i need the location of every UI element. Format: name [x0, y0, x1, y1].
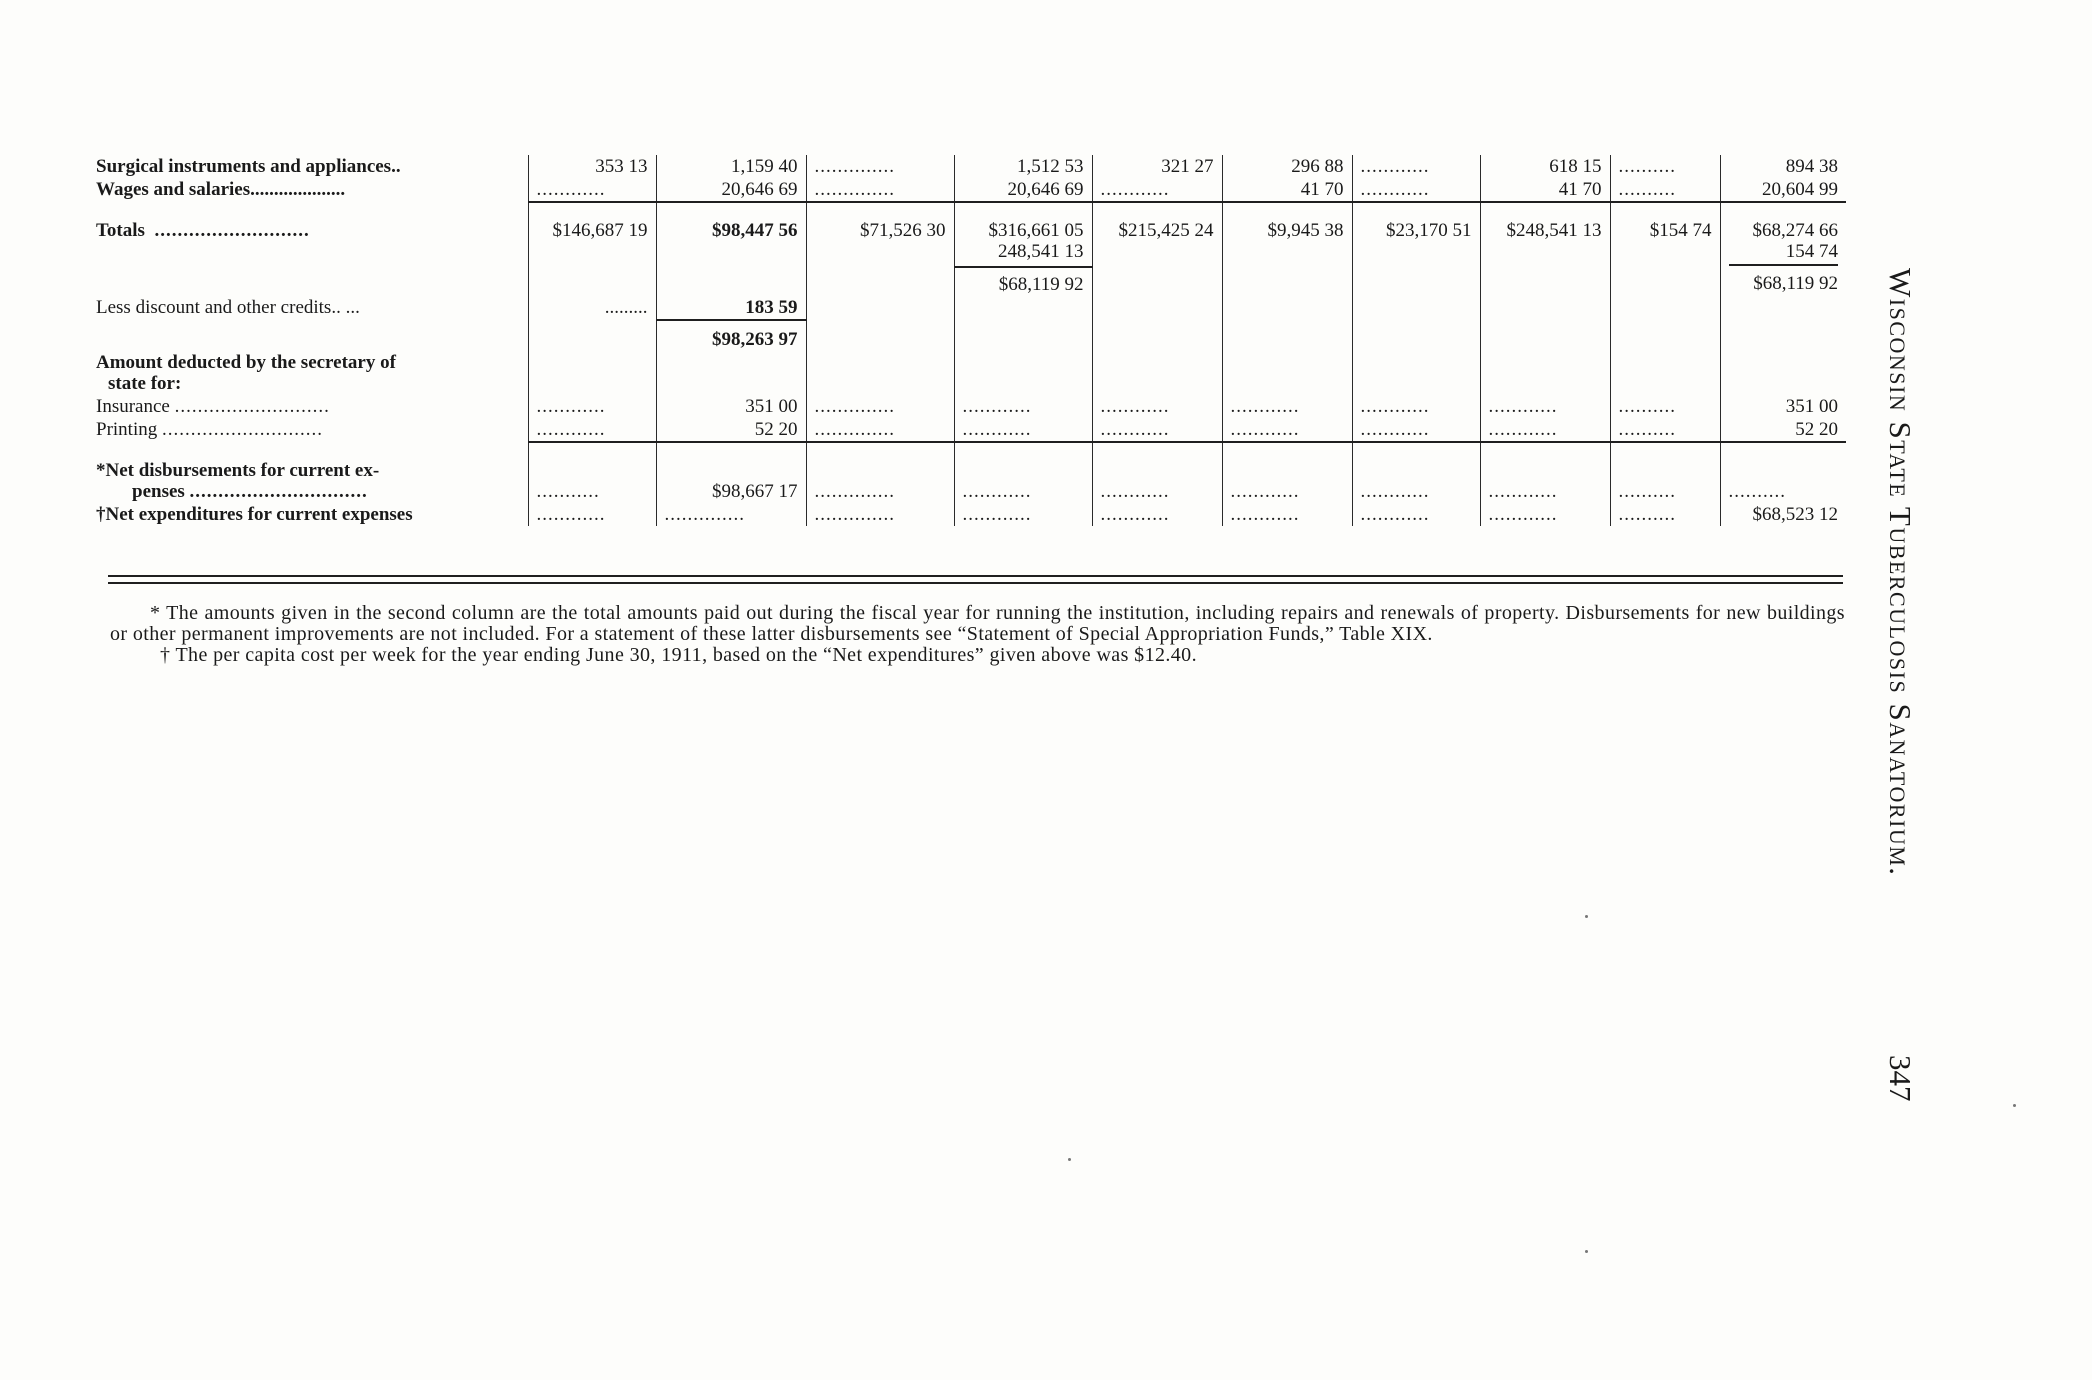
cell: ............ — [1352, 178, 1480, 202]
cell: 321 27 — [1092, 155, 1222, 178]
cell: ............ — [528, 178, 656, 202]
cell: 353 13 — [528, 155, 656, 178]
cell: $68,119 92 — [954, 267, 1092, 296]
table-row — [96, 459, 1846, 503]
cell: $154 74 — [1610, 219, 1720, 267]
cell: ............ — [1352, 459, 1480, 503]
cell: ............ — [1352, 155, 1480, 178]
table-row — [96, 296, 1846, 320]
cell: .......... — [1610, 155, 1720, 178]
cell: $9,945 38 — [1222, 219, 1352, 267]
cell: ............ — [528, 418, 656, 442]
cell: 20,646 69 — [954, 178, 1092, 202]
cell: .............. — [806, 459, 954, 503]
row-label: Insurance ........................... — [96, 396, 330, 417]
cell: 618 15 — [1480, 155, 1610, 178]
cell: ............ — [1480, 395, 1610, 418]
table-rule — [108, 582, 1843, 584]
cell: ............ — [1222, 395, 1352, 418]
cell: 20,604 99 — [1720, 178, 1846, 202]
table-row — [96, 320, 1846, 351]
cell: ............ — [954, 418, 1092, 442]
cell: ............ — [1092, 503, 1222, 526]
row-label: Printing ............................ — [96, 419, 323, 440]
scan-speck — [1068, 1158, 1071, 1161]
row-label: Wages and salaries.................... — [96, 179, 346, 200]
table-row — [96, 418, 1846, 442]
cell: .......... — [1610, 178, 1720, 202]
cell: ............ — [1092, 418, 1222, 442]
cell: .............. — [656, 503, 806, 526]
cell: ............ — [1092, 459, 1222, 503]
row-label: Totals ........................... — [96, 220, 310, 241]
cell: 296 88 — [1222, 155, 1352, 178]
cell: .............. — [806, 418, 954, 442]
cell: .............. — [806, 395, 954, 418]
cell: ............ — [528, 395, 656, 418]
cell: .............. — [806, 178, 954, 202]
row-label: Less discount and other credits.. ... — [96, 297, 360, 318]
cell: $98,263 97 — [656, 320, 806, 351]
cell: .......... — [1610, 459, 1720, 503]
cell: ............ — [1092, 178, 1222, 202]
table-row — [96, 503, 1846, 526]
cell: 183 59 — [656, 296, 806, 320]
cell: $316,661 05 248,541 13 — [954, 219, 1092, 267]
cell: 1,512 53 — [954, 155, 1092, 178]
cell: ............ — [1480, 418, 1610, 442]
table-row — [96, 155, 1846, 178]
cell: $23,170 51 — [1352, 219, 1480, 267]
row-label: *Net disbursements for current ex- penses ............................... — [96, 460, 380, 502]
scan-speck — [2013, 1104, 2016, 1107]
cell: ............ — [528, 503, 656, 526]
cell: .......... — [1610, 503, 1720, 526]
cell: 52 20 — [656, 418, 806, 442]
cell: 1,159 40 — [656, 155, 806, 178]
footnote-star: * The amounts given in the second column are the total amounts paid out during the fiscal year for running the institution, including repairs and renewals of property. Disbursements for new buildings or other permanent improvements are not included. For a statement of these latter disbursements see “Statement of Special Appropriation Funds,” Table XIX. — [110, 602, 1845, 645]
table-rule — [108, 575, 1843, 577]
table-row — [96, 178, 1846, 202]
cell: .......... — [1720, 459, 1846, 503]
cell: $146,687 19 — [528, 219, 656, 267]
running-head: Wisconsin State Tuberculosis Sanatorium. — [1883, 268, 1918, 877]
footnotes — [110, 603, 1845, 666]
cell: 41 70 — [1222, 178, 1352, 202]
cell: ............ — [954, 395, 1092, 418]
cell: $68,274 66 154 74 — [1720, 219, 1846, 267]
page-number: 347 — [1883, 1055, 1918, 1102]
cell: ............ — [1222, 418, 1352, 442]
cell: 894 38 — [1720, 155, 1846, 178]
cell: 351 00 — [656, 395, 806, 418]
cell: ......... — [528, 296, 656, 320]
cell: ............ — [1222, 459, 1352, 503]
table-row — [96, 267, 1846, 296]
cell: .............. — [806, 503, 954, 526]
cell: $68,523 12 — [1720, 503, 1846, 526]
cell: $68,119 92 — [1720, 267, 1846, 296]
cell: 351 00 — [1720, 395, 1846, 418]
expenditure-table — [96, 155, 1846, 526]
table-row-totals — [96, 219, 1846, 267]
row-label: Amount deducted by the secretary of state for: — [96, 352, 396, 394]
cell: .............. — [806, 155, 954, 178]
cell: 20,646 69 — [656, 178, 806, 202]
cell: $71,526 30 — [806, 219, 954, 267]
cell: ............ — [1352, 503, 1480, 526]
cell: ............ — [1352, 418, 1480, 442]
cell: ............ — [1222, 503, 1352, 526]
cell: $215,425 24 — [1092, 219, 1222, 267]
cell: ........... — [528, 459, 656, 503]
cell: ............ — [954, 503, 1092, 526]
row-label: Surgical instruments and appliances.. — [96, 156, 401, 177]
cell: ............ — [1480, 459, 1610, 503]
table-row — [96, 395, 1846, 418]
cell: ............ — [1480, 503, 1610, 526]
cell: .......... — [1610, 418, 1720, 442]
cell: .......... — [1610, 395, 1720, 418]
cell: ............ — [954, 459, 1092, 503]
table-row — [96, 351, 1846, 395]
row-label: †Net expenditures for current expenses — [96, 504, 413, 525]
cell: $98,447 56 — [656, 219, 806, 267]
cell: $248,541 13 — [1480, 219, 1610, 267]
scan-speck — [1585, 915, 1588, 918]
cell: ............ — [1352, 395, 1480, 418]
cell: 52 20 — [1720, 418, 1846, 442]
scan-speck — [1585, 1250, 1588, 1253]
footnote-dagger: † The per capita cost per week for the year ending June 30, 1911, based on the “Net expenditures” given above was $12.40. — [160, 644, 1197, 666]
cell: 41 70 — [1480, 178, 1610, 202]
cell: $98,667 17 — [656, 459, 806, 503]
cell: ............ — [1092, 395, 1222, 418]
